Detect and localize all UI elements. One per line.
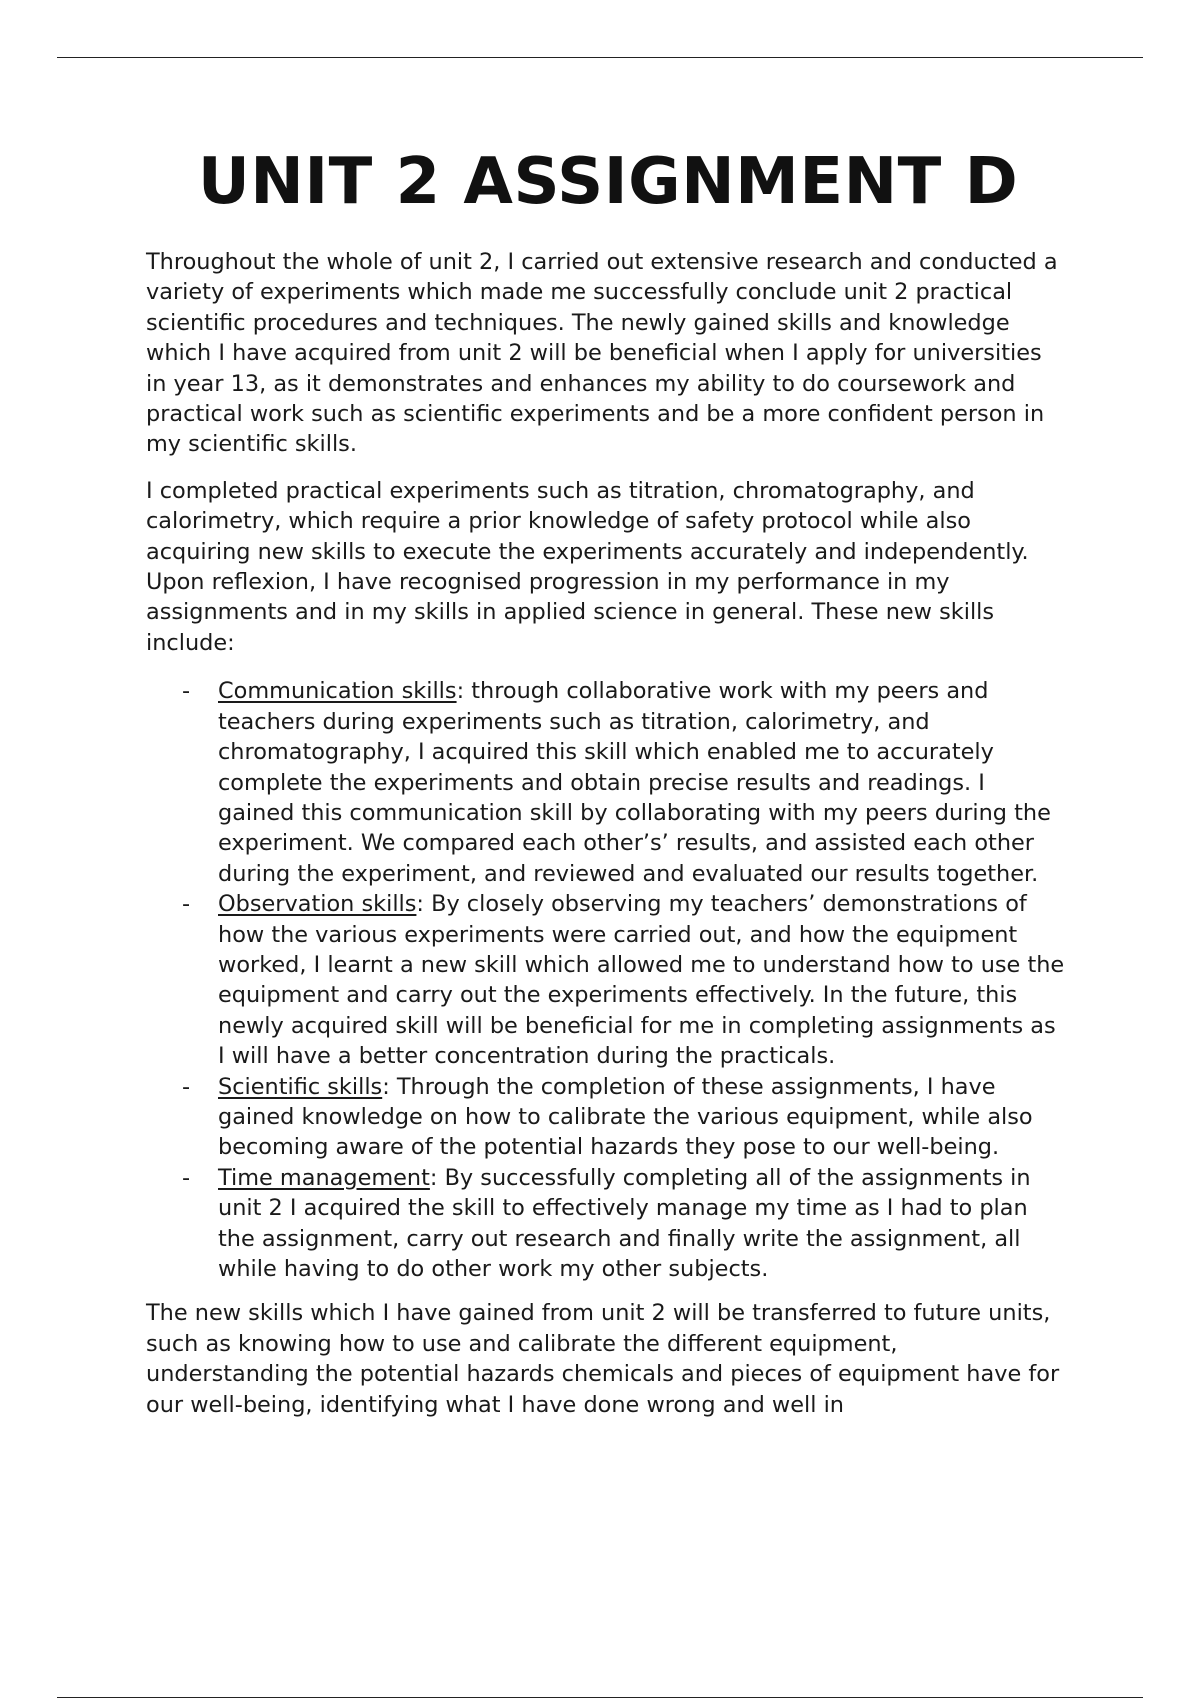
- document-title: UNIT 2 ASSIGNMENT D: [197, 145, 1019, 219]
- bullet-dash: -: [182, 891, 191, 918]
- closing-paragraph: The new skills which I have gained from unit 2 will be transferred to future units, such as knowing how to use and calibrate the different equipment, understanding the potential hazards chemicals and pieces of equipment have for our well-being, identifying what I have done wrong and well in: [146, 1300, 1060, 1418]
- bullet-dash: -: [182, 1164, 191, 1191]
- header-rule: [57, 57, 1143, 58]
- skill-name: Time management: [218, 1164, 430, 1191]
- footer-rule: [57, 1697, 1143, 1698]
- list-item-scientific-skills: [146, 1072, 1066, 1163]
- skill-description: : Through the completion of these assignments, I have gained knowledge on how to calibrate the various equipment, while also becoming aware of the potential hazards they pose to our well-being.: [218, 1073, 1033, 1161]
- skill-description: : through collaborative work with my peers and teachers during experiments such as titration, calorimetry, and chromatography, I acquired this skill which enabled me to accurately complete the experiments and obtain precise results and readings. I gained this communication skill by collaborating with my peers during the experiment. We compared each other’s’ results, and assisted each other during the experiment, and reviewed and evaluated our results together.: [218, 678, 1051, 887]
- document-page: [146, 140, 1066, 1436]
- skill-name: Scientific skills: [218, 1073, 383, 1100]
- list-item-time-management: [146, 1163, 1066, 1285]
- bullet-dash: -: [182, 678, 191, 705]
- second-paragraph: I completed practical experiments such as titration, chromatography, and calorimetry, which require a prior knowledge of safety protocol while also acquiring new skills to execute the experiments accurately and independently. Upon reflexion, I have recognised progression in my performance in my assignments and in my skills in applied science in general. These new skills include:: [146, 477, 1029, 656]
- intro-paragraph: Throughout the whole of unit 2, I carried out extensive research and conducted a variety of experiments which made me successfully conclude unit 2 practical scientific procedures and techniques. The newly gained skills and knowledge which I have acquired from unit 2 will be beneficial when I apply for universities in year 13, as it demonstrates and enhances my ability to do coursework and practical work such as scientific experiments and be a more confident person in my scientific skills.: [146, 249, 1058, 458]
- skill-description: : By successfully completing all of the assignments in unit 2 I acquired the skill to effectively manage my time as I had to plan the assignment, carry out research and finally write the assignment, all while having to do other work my other subjects.: [218, 1164, 1031, 1282]
- list-item-observation-skills: [146, 889, 1066, 1071]
- bullet-dash: -: [182, 1073, 191, 1100]
- skill-description: : By closely observing my teachers’ demonstrations of how the various experiments were carried out, and how the equipment worked, I learnt a new skill which allowed me to understand how to use the equipment and carry out the experiments effectively. In the future, this newly acquired skill will be beneficial for me in completing assignments as I will have a better concentration during the practicals.: [218, 891, 1065, 1070]
- skills-list: [146, 676, 1066, 1284]
- skill-name: Communication skills: [218, 678, 457, 705]
- list-item-communication-skills: [146, 676, 1066, 889]
- skill-name: Observation skills: [218, 891, 417, 918]
